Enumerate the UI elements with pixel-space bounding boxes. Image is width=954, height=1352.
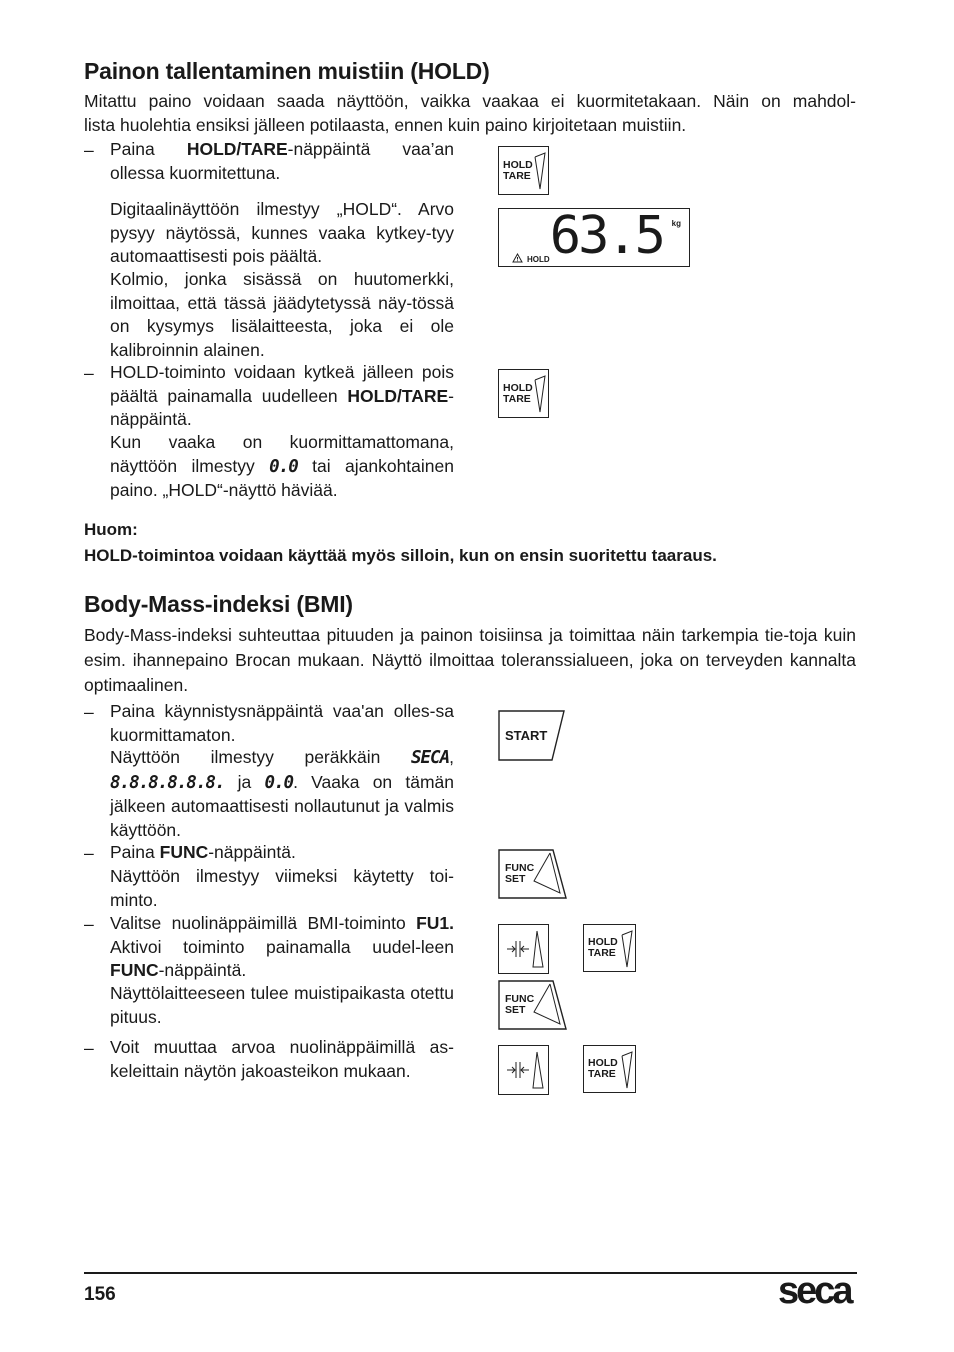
hold-tare-key (498, 146, 549, 195)
start-key (498, 710, 566, 761)
hold-tare-key (583, 924, 636, 972)
hold-tare-key (498, 369, 549, 418)
hold-step2-p2-post: tai ajankohtainen paino. „HOLD“-näyttö häviää. (110, 455, 454, 500)
segment-display-text: SECA (410, 748, 450, 768)
func-key-label: FUNC (505, 862, 535, 874)
hold-intro-line1: Mitattu paino voidaan saada näyttöön, vaikka vaakaa ei kuormitetakaan. Näin on mahdol- (84, 91, 856, 111)
hold-step1-p2: Digitaalinäyttöön ilmestyy „HOLD“. Arvo pysyy näytössä, kunnes vaaka kytkey-tyy automaattisesti pois päältä. (110, 199, 454, 266)
note-text: HOLD-toimintoa voidaan käyttää myös silloin, kun on ensin suoritettu taaraus. (84, 546, 717, 565)
page-number: 156 (84, 1284, 116, 1305)
bmi-step1-p1: Paina käynnistysnäppäintä vaa'an olles-sa kuormittamaton. (110, 701, 454, 745)
lcd-weight-value: 63.5 (549, 206, 663, 266)
lcd-hold-indicator: HOLD (527, 255, 550, 264)
hold-step2-p2 (110, 431, 454, 503)
func-key-label: FUNC (505, 993, 535, 1005)
note-block (84, 517, 717, 569)
bmi-step4: Voit muuttaa arvoa nuolinäppäimillä as-keleittain näytön jakoasteikon mukaan. (110, 1037, 454, 1081)
tare-key-label: TARE (588, 947, 616, 959)
section-title-bmi: Body-Mass-indeksi (BMI) (84, 591, 353, 617)
hold-step1-pre: Paina (110, 139, 187, 159)
segment-display-text: 8.8.8.8.8.8. (110, 772, 225, 793)
hold-step2 (110, 361, 454, 432)
footer-rule (84, 1272, 857, 1274)
hold-tare-bold: HOLD/TARE (347, 385, 449, 406)
seca-logo: seca (778, 1270, 851, 1312)
hold-step2-post: -näppäintä. (110, 385, 454, 429)
hold-step1-post: -näppäintä vaa’an ollessa kuormitettuna. (110, 139, 455, 183)
func-set-key (498, 980, 568, 1030)
bmi-step2-post: -näppäintä. (208, 842, 296, 862)
triangle-icon (533, 374, 547, 414)
triangle-icon (620, 929, 634, 969)
hold-step2-p2-pre: Kun vaaka on kuormittamattomana, näyttöön ilmestyy (110, 432, 454, 476)
bmi-step3-post: -näppäintä. (158, 960, 247, 980)
warning-triangle-icon (512, 253, 523, 263)
list-dash: – (84, 914, 94, 934)
list-dash: – (84, 843, 94, 863)
func-set-key (498, 849, 568, 899)
fu1-bold: FU1. (416, 913, 454, 933)
hold-key-label: HOLD (588, 1057, 618, 1069)
bmi-step1-p2-pre: Näyttöön ilmestyy peräkkäin (110, 747, 411, 767)
segment-display-text: 0.0 (269, 456, 298, 477)
hold-intro-line2: lista huolehtia ensiksi jälleen potilaasta, ennen kuin paino kirjoitetaan muistiin. (84, 114, 687, 135)
lcd-display (498, 208, 690, 267)
hold-tare-bold: HOLD/TARE (186, 139, 288, 159)
note-label: Huom: (84, 520, 138, 539)
segment-display-text: 0.0 (264, 772, 294, 793)
conjunction: ja (224, 771, 265, 792)
triangle-icon (533, 151, 547, 191)
bmi-step3-p2: Näyttölaitteeseen tulee muistipaikasta otettu pituus. (110, 983, 454, 1027)
bmi-step3-pre: Valitse nuolinäppäimillä BMI-toiminto (110, 913, 417, 933)
bmi-step1-p2-post: . Vaaka on tämän jälkeen automaattisesti nollautunut ja valmis käyttöön. (110, 771, 454, 840)
arrow-key (498, 1045, 549, 1095)
hold-key-label: HOLD (503, 159, 533, 171)
func-bold: FUNC (159, 842, 209, 862)
hold-step1-p3: Kolmio, jonka sisässä on huutomerkki, ilmoittaa, että tässä jäädytetyssä näy-tössä on kysymys lisälaitteesta, joka ei ole kalibroinnin alainen. (110, 269, 454, 360)
hold-step2-pre: HOLD-toiminto voidaan kytkeä jälleen pois päältä painamalla uudelleen (110, 362, 454, 406)
bmi-step2 (110, 841, 454, 865)
arrow-in-icon (503, 929, 545, 969)
triangle-icon (620, 1050, 634, 1090)
hold-intro (84, 90, 856, 137)
list-dash: – (84, 363, 94, 383)
lcd-unit: kg (671, 219, 681, 228)
bmi-step3-mid: Aktivoi toiminto painamalla uudel-leen (110, 936, 454, 957)
list-dash: – (84, 140, 94, 160)
set-key-label: SET (505, 1004, 526, 1016)
func-bold: FUNC (110, 960, 159, 980)
hold-step1 (110, 138, 454, 185)
separator: , (449, 747, 454, 767)
list-dash: – (84, 702, 94, 722)
start-key-label: START (505, 728, 548, 743)
set-key-label: SET (505, 873, 526, 885)
arrow-key (498, 924, 549, 974)
tare-key-label: TARE (503, 170, 531, 182)
list-dash: – (84, 1038, 94, 1058)
bmi-step1-p2 (110, 746, 454, 842)
arrow-in-icon (503, 1050, 545, 1090)
bmi-step3 (110, 912, 454, 983)
bmi-step2-p2: Näyttöön ilmestyy viimeksi käytetty toi-minto. (110, 866, 454, 910)
section-title-hold: Painon tallentaminen muistiin (HOLD) (84, 58, 490, 84)
func-key-labels (505, 994, 534, 1016)
hold-tare-key (583, 1045, 636, 1093)
tare-key-label: TARE (503, 393, 531, 405)
bmi-intro: Body-Mass-indeksi suhteuttaa pituuden ja painon toisiinsa ja toimittaa näin tarkempia tie-toja kuin esim. ihannepaino Brocan mukaan. Näyttö ilmoittaa toleranssialueen, joka on terveyden kannalta optimaalinen. (84, 625, 856, 695)
func-key-labels (505, 863, 534, 885)
hold-key-label: HOLD (588, 936, 618, 948)
tare-key-label: TARE (588, 1068, 616, 1080)
hold-key-label: HOLD (503, 382, 533, 394)
bmi-step2-pre: Paina (110, 842, 160, 862)
